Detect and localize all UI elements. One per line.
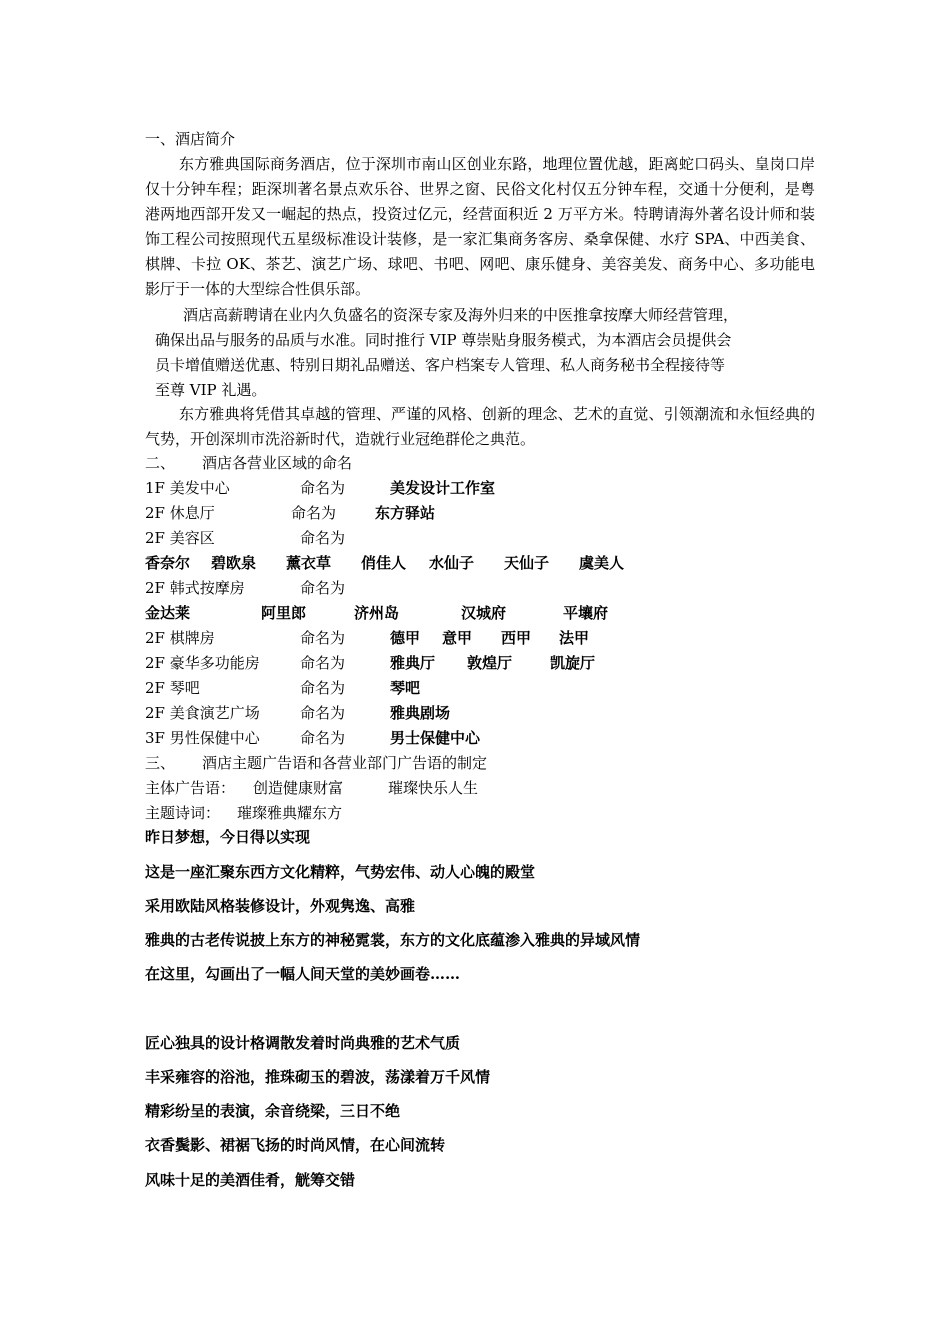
area-name: 琴吧	[390, 679, 421, 697]
naming-label: 命名为	[300, 629, 346, 647]
slogan-part-a: 创造健康财富	[253, 779, 344, 797]
section-heading: 酒店各营业区域的命名	[202, 454, 353, 472]
area-name: 济州岛	[354, 604, 400, 622]
area-label: 2F 棋牌房	[145, 629, 215, 647]
area-name: 金达莱	[145, 604, 191, 622]
section-number: 二、	[145, 454, 176, 472]
area-name: 水仙子	[429, 554, 475, 572]
area-name: 阿里郎	[261, 604, 307, 622]
slogan-line: 衣香鬓影、裙裾飞扬的时尚风情，在心间流转	[145, 1136, 446, 1154]
naming-label: 命名为	[300, 529, 346, 547]
intro-paragraph-2-line-2: 确保出品与服务的品质与水准。同时推行 VIP 尊崇贴身服务模式，为本酒店会员提供会	[155, 331, 732, 349]
area-label: 1F 美发中心	[145, 479, 230, 497]
area-name: 德甲	[390, 629, 421, 647]
area-name: 薰衣草	[286, 554, 332, 572]
area-label: 2F 韩式按摩房	[145, 579, 245, 597]
area-name: 敦煌厅	[467, 654, 513, 672]
slogan-line: 在这里，勾画出了一幅人间天堂的美妙画卷……	[145, 965, 461, 983]
area-name: 法甲	[559, 629, 590, 647]
intro-paragraph-2-line-4: 至尊 VIP 礼遇。	[155, 381, 267, 399]
poem-label: 主题诗词：	[145, 804, 221, 822]
area-label: 2F 美容区	[145, 529, 215, 547]
area-label: 2F 休息厅	[145, 504, 215, 522]
intro-paragraph-2-line-1: 酒店高薪聘请在业内久负盛名的资深专家及海外归来的中医推拿按摩大师经营管理，	[183, 306, 739, 324]
area-name: 雅典剧场	[390, 704, 451, 722]
area-name: 西甲	[501, 629, 532, 647]
section-heading: 酒店主题广告语和各营业部门广告语的制定	[202, 754, 488, 772]
area-label: 2F 美食演艺广场	[145, 704, 260, 722]
naming-label: 命名为	[300, 729, 346, 747]
area-name: 意甲	[442, 629, 473, 647]
naming-label: 命名为	[300, 654, 346, 672]
area-name: 虞美人	[579, 554, 625, 572]
area-name: 凯旋厅	[550, 654, 596, 672]
area-name: 东方驿站	[375, 504, 436, 522]
area-name: 平壤府	[563, 604, 609, 622]
slogan-part-b: 璀璨快乐人生	[388, 779, 479, 797]
intro-paragraph-1: 东方雅典国际商务酒店，位于深圳市南山区创业东路，地理位置优越，距离蛇口码头、皇岗口岸仅十分钟车程；距深圳著名景点欢乐谷、世界之窗、民俗文化村仅五分钟车程，交通十分便利，是粤港两地西部开发又一崛起的热点，投资过亿元，经营面积近 2 万平方米。特聘请海外著名设计师和装饰工程公司按照现代五星级标准设计装修，是一家汇集商务客房、桑拿保健、水疗 SPA、中西美食、棋牌、卡拉 OK、茶艺、演艺广场、球吧、书吧、网吧、康乐健身、美容美发、商务中心、多功能电影厅于一体的大型综合性俱乐部。	[145, 155, 815, 298]
slogan-line: 采用欧陆风格装修设计，外观隽逸、高雅	[145, 897, 416, 915]
slogan-line: 匠心独具的设计格调散发着时尚典雅的艺术气质	[145, 1034, 461, 1052]
area-name: 雅典厅	[390, 654, 436, 672]
naming-label: 命名为	[300, 479, 346, 497]
naming-label: 命名为	[300, 704, 346, 722]
area-name: 香奈尔	[145, 554, 191, 572]
slogan-line: 精彩纷呈的表演，余音绕梁，三日不绝	[145, 1102, 401, 1120]
area-name: 汉城府	[461, 604, 507, 622]
slogan-line: 这是一座汇聚东西方文化精粹，气势宏伟、动人心魄的殿堂	[145, 863, 536, 881]
naming-label: 命名为	[291, 504, 337, 522]
area-name: 碧欧泉	[211, 554, 257, 572]
naming-label: 命名为	[300, 579, 346, 597]
intro-paragraph-2-line-3: 员卡增值赠送优惠、特别日期礼品赠送、客户档案专人管理、私人商务秘书全程接待等	[155, 356, 726, 374]
poem-text: 璀璨雅典耀东方	[237, 804, 343, 822]
slogan-line: 昨日梦想，今日得以实现	[145, 828, 311, 846]
slogan-line: 风味十足的美酒佳肴，觥筹交错	[145, 1171, 356, 1189]
area-label: 3F 男性保健中心	[145, 729, 260, 747]
area-name: 美发设计工作室	[390, 479, 496, 497]
area-name: 俏佳人	[361, 554, 407, 572]
slogan-label: 主体广告语：	[145, 779, 236, 797]
naming-label: 命名为	[300, 679, 346, 697]
intro-paragraph-3: 东方雅典将凭借其卓越的管理、严谨的风格、创新的理念、艺术的直觉、引领潮流和永恒经典的气势，开创深圳市洗浴新时代，造就行业冠绝群伦之典范。	[145, 405, 815, 448]
slogan-line: 雅典的古老传说披上东方的神秘霓裳，东方的文化底蕴渗入雅典的异域风情	[145, 931, 641, 949]
area-label: 2F 琴吧	[145, 679, 200, 697]
section-title-intro: 一、酒店简介	[145, 130, 236, 148]
area-name: 天仙子	[504, 554, 550, 572]
slogan-line: 丰采雍容的浴池，推珠砌玉的碧波，荡漾着万千风情	[145, 1068, 491, 1086]
area-label: 2F 豪华多功能房	[145, 654, 260, 672]
area-name: 男士保健中心	[390, 729, 481, 747]
section-number: 三、	[145, 754, 176, 772]
